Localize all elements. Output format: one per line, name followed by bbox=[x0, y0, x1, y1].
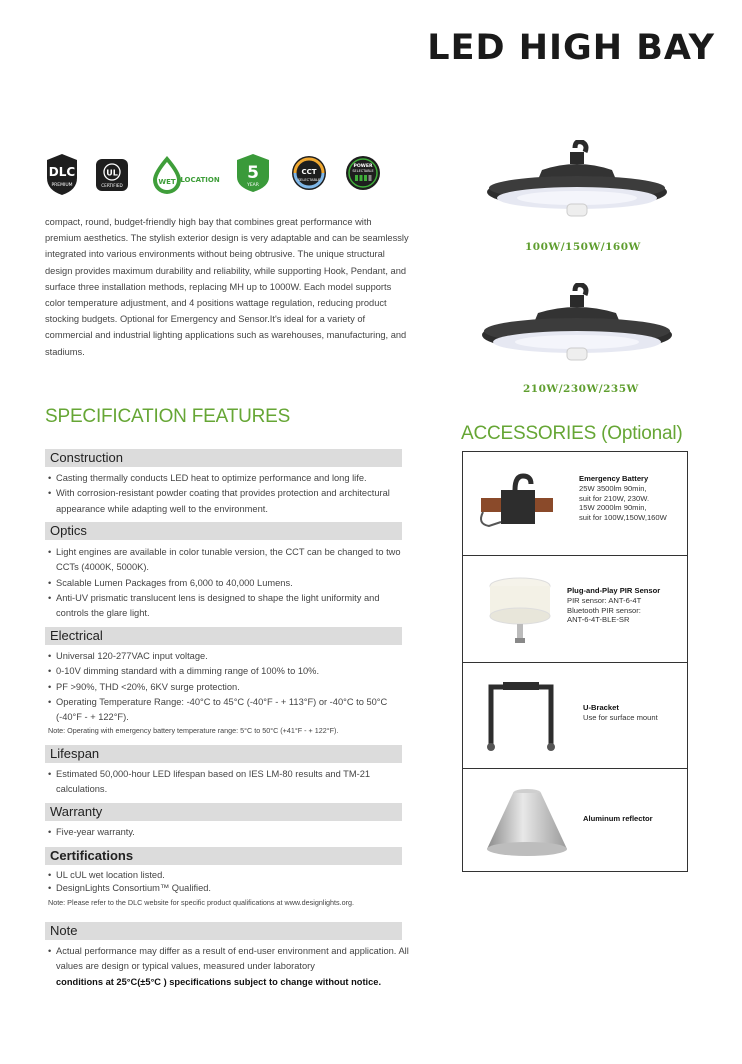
wet-location-badge bbox=[147, 154, 223, 194]
cct-selectable-badge bbox=[290, 154, 328, 192]
note-text: Actual performance may differ as a result of end-user environment and application. All values are design or typical values, measured under laboratory bbox=[56, 946, 409, 972]
svg-text:YEAR: YEAR bbox=[247, 183, 259, 188]
u-bracket-image bbox=[481, 677, 561, 757]
high-bay-fixture-image-large bbox=[478, 283, 676, 378]
ul-certified-badge bbox=[94, 157, 130, 193]
list-item: • Five-year warranty. bbox=[48, 825, 410, 840]
certification-badges bbox=[44, 152, 374, 198]
note-heading: Note bbox=[45, 922, 402, 940]
electrical-heading: Electrical bbox=[45, 627, 402, 645]
accessory-aluminum-reflector bbox=[462, 769, 688, 872]
svg-text:SELECTABLE: SELECTABLE bbox=[297, 178, 321, 182]
svg-text:POWER: POWER bbox=[353, 164, 373, 169]
svg-text:UL: UL bbox=[106, 168, 118, 178]
emergency-battery-image bbox=[471, 464, 561, 544]
product-wattage-label-2: 210W/230W/235W bbox=[523, 383, 639, 395]
optics-body bbox=[48, 545, 410, 621]
accessory-pir-sensor bbox=[462, 556, 688, 663]
lifespan-heading: Lifespan bbox=[45, 745, 402, 763]
power-selectable-badge bbox=[344, 154, 382, 192]
construction-heading: Construction bbox=[45, 449, 402, 467]
svg-text:5: 5 bbox=[247, 163, 259, 183]
five-year-warranty-badge bbox=[234, 153, 272, 193]
list-item: • Universal 120-277VAC input voltage. bbox=[48, 649, 410, 664]
note-body bbox=[48, 944, 410, 990]
list-item: • UL cUL wet location listed. bbox=[48, 869, 410, 882]
list-item: • Anti-UV prismatic translucent lens is designed to shape the light uniformity and controls the glare light. bbox=[48, 591, 410, 622]
note-bold-text: conditions at 25°C(±5°C ) specifications subject to change without notice. bbox=[56, 976, 382, 987]
aluminum-reflector-image bbox=[483, 779, 571, 863]
dlc-premium-badge bbox=[44, 152, 80, 196]
svg-text:CCT: CCT bbox=[301, 168, 317, 176]
list-item: • Scalable Lumen Packages from 6,000 to 40,000 Lumens. bbox=[48, 576, 410, 591]
svg-text:SELECTABLE: SELECTABLE bbox=[352, 169, 374, 173]
list-item: • Casting thermally conducts LED heat to optimize performance and long life. bbox=[48, 471, 410, 486]
svg-text:PREMIUM: PREMIUM bbox=[51, 183, 73, 188]
pir-sensor-image bbox=[485, 574, 555, 646]
aluminum-reflector-text: Aluminum reflector bbox=[583, 814, 653, 823]
certifications-heading: Certifications bbox=[45, 847, 402, 865]
list-item: • DesignLights Consortium™ Qualified. bbox=[48, 882, 410, 895]
specification-features-title: SPECIFICATION FEATURES bbox=[45, 406, 291, 427]
svg-text:LOCATION: LOCATION bbox=[180, 176, 220, 184]
list-item: • With corrosion-resistant powder coating that provides protection and architectural appearance while adapting well to the environment. bbox=[48, 486, 410, 517]
svg-text:WET: WET bbox=[158, 178, 176, 186]
list-item bbox=[48, 944, 410, 990]
certifications-note: Note: Please refer to the DLC website for specific product qualifications at www.designlights.org. bbox=[48, 898, 355, 907]
accessories-title: ACCESSORIES (Optional) bbox=[461, 423, 683, 444]
list-item: • Estimated 50,000-hour LED lifespan based on IES LM-80 results and TM-21 calculations. bbox=[48, 767, 410, 798]
u-bracket-text: U-Bracket Use for surface mount bbox=[583, 703, 658, 722]
list-item: • 0-10V dimming standard with a dimming range of 100% to 10%. bbox=[48, 664, 410, 679]
warranty-heading: Warranty bbox=[45, 803, 402, 821]
intro-paragraph: compact, round, budget-friendly high bay that combines great performance with premium aesthetics. The stylish exterior design is very adaptable and can be seamlessly integrated into various environments without being obtrusive. The unique structural design provides maximum durability and reliability, while supporting Hook, Pendant, and surface three installation methods, replacing MH up to 1000W. Each model supports color temperature adjustment, and 4 positions wattage regulation, reducing product stocking budgets. Optional for Emergency and Sensor.It's ideal for a variety of commercial and industrial lighting applications such as warehouses, manufacturing, and stadiums. bbox=[45, 217, 409, 357]
high-bay-fixture-image-small bbox=[482, 140, 672, 235]
electrical-body bbox=[48, 649, 410, 737]
product-wattage-label-1: 100W/150W/160W bbox=[525, 241, 641, 253]
accessory-emergency-battery bbox=[462, 451, 688, 556]
certifications-body bbox=[48, 869, 410, 909]
list-item: • Light engines are available in color tunable version, the CCT can be changed to two CCTs (4000K, 5000K). bbox=[48, 545, 410, 576]
svg-text:CERTIFIED: CERTIFIED bbox=[101, 183, 123, 188]
list-item: • PF >90%, THD <20%, 6KV surge protection. bbox=[48, 680, 410, 695]
accessory-u-bracket bbox=[462, 663, 688, 769]
emergency-battery-text: Emergency Battery 25W 3500lm 90min, suit for 210W, 230W. 15W 2000lm 90min, suit for 100W,150W,160W bbox=[579, 474, 667, 523]
lifespan-body bbox=[48, 767, 410, 798]
warranty-body bbox=[48, 825, 410, 840]
optics-heading: Optics bbox=[45, 522, 402, 540]
electrical-note: Note: Operating with emergency battery temperature range: 5°C to 50°C (+41°F - + 122°F). bbox=[48, 726, 339, 736]
svg-text:DLC: DLC bbox=[48, 165, 76, 179]
list-item: • Operating Temperature Range: -40°C to 45°C (-40°F - + 113°F) or -40°C to 50°C (-40°F - + 122°F). bbox=[48, 695, 410, 726]
construction-body bbox=[48, 471, 410, 517]
pir-sensor-text: Plug-and-Play PIR Sensor PIR sensor: ANT-6-4T Bluetooth PIR sensor: ANT-6-4T-BLE-SR bbox=[567, 586, 661, 625]
page-title: LED HIGH BAY bbox=[427, 28, 715, 68]
